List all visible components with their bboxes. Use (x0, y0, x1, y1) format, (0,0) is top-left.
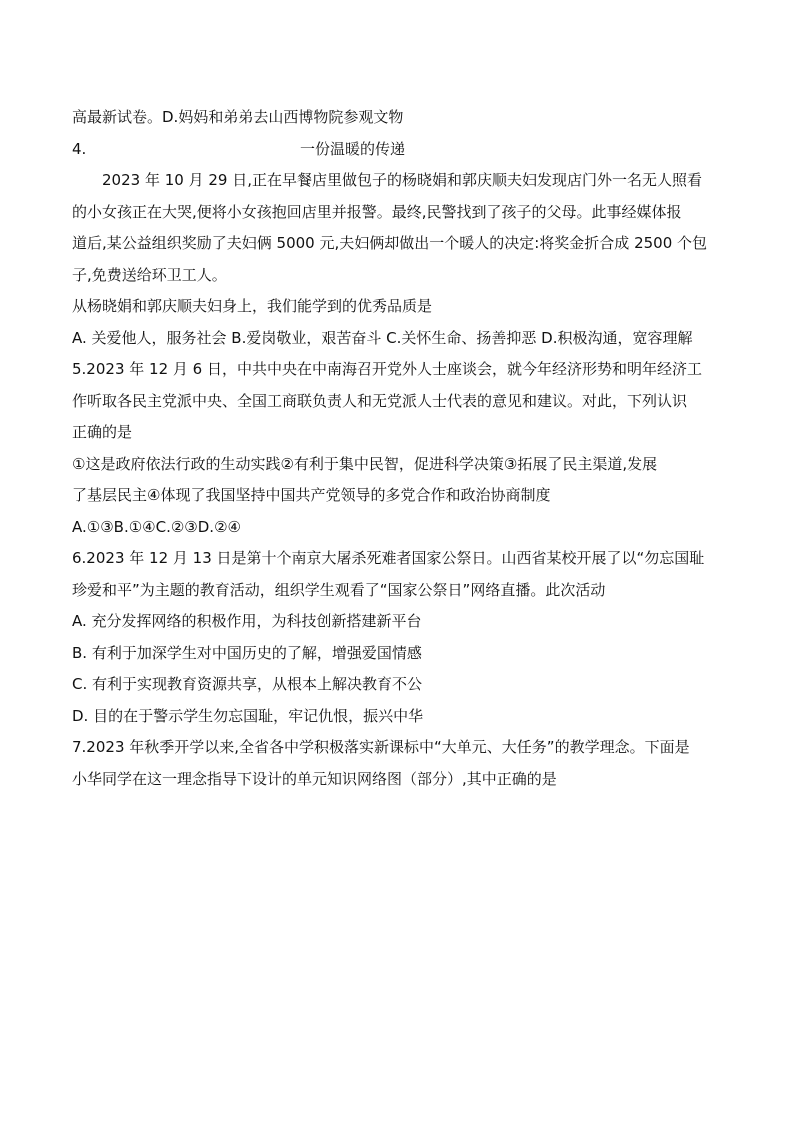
document-page (72, 102, 724, 795)
question-6-option-b: B. 有利于加深学生对中国历史的了解，增强爱国情感 (72, 643, 422, 662)
question-5-statements-line-2: 了基层民主④体现了我国坚持中国共产党领导的多党合作和政治协商制度 (72, 486, 551, 504)
question-5-statements-line-1: ①这是政府依法行政的生动实践②有利于集中民智，促进科学决策③拓展了民主渠道,发展 (72, 454, 658, 473)
question-5-stem-line-1: 5.2023 年 12 月 6 日，中共中央在中南海召开党外人士座谈会，就今年经济形势和明年经济工 (72, 360, 702, 378)
question-5-stem-line-3: 正确的是 (72, 423, 133, 441)
question-5-stem-line-2: 作听取各民主党派中央、全国工商联负责人和无党派人士代表的意见和建议。对此，下列认识 (72, 391, 688, 410)
question-5-options: A.①③B.①④C.②③D.②④ (72, 517, 241, 536)
question-4-stem: 从杨晓娟和郭庆顺夫妇身上，我们能学到的优秀品质是 (72, 297, 433, 315)
question-4-number: 4. (72, 139, 87, 158)
question-7-stem-line-1: 7.2023 年秋季开学以来,全省各中学积极落实新课标中“大单元、大任务”的教学理念。下面是 (72, 738, 690, 756)
question-6-stem-line-1: 6.2023 年 12 月 13 日是第十个南京大屠杀死难者国家公祭日。山西省某校开展了以“勿忘国耻 (72, 549, 705, 567)
question-4-header (72, 134, 724, 166)
question-4-title: 一份温暖的传递 (300, 139, 406, 158)
question-4-material-line-4: 子,免费送给环卫工人。 (72, 265, 227, 284)
question-6-option-c: C. 有利于实现教育资源共享，从根本上解决教育不公 (72, 675, 423, 693)
question-6-option-a: A. 充分发挥网络的积极作用，为科技创新搭建新平台 (72, 612, 422, 630)
question-4-material-line-2: 的小女孩正在大哭,便将小女孩抱回店里并报警。最终,民警找到了孩子的父母。此事经媒体报 (72, 202, 682, 221)
question-6-stem-line-2: 珍爱和平”为主题的教育活动，组织学生观看了“国家公祭日”网络直播。此次活动 (72, 580, 606, 599)
text-line-option-d-q3: 高最新试卷。D.妈妈和弟弟去山西博物院参观文物 (72, 108, 404, 126)
question-6-option-d: D. 目的在于警示学生勿忘国耻，牢记仇恨，振兴中华 (72, 706, 424, 725)
question-4-material-line-1: 2023 年 10 月 29 日,正在早餐店里做包子的杨晓娟和郭庆顺夫妇发现店门外一名无人照看 (102, 171, 702, 189)
question-7-stem-line-2: 小华同学在这一理念指导下设计的单元知识网络图（部分）,其中正确的是 (72, 769, 557, 788)
question-4-material-line-3: 道后,某公益组织奖励了夫妇俩 5000 元,夫妇俩却做出一个暖人的决定:将奖金折合成 2500 个包 (72, 234, 708, 252)
question-4-options: A. 关爱他人，服务社会 B.爱岗敬业，艰苦奋斗 C.关怀生命、扬善抑恶 D.积极沟通，宽容理解 (72, 328, 693, 347)
